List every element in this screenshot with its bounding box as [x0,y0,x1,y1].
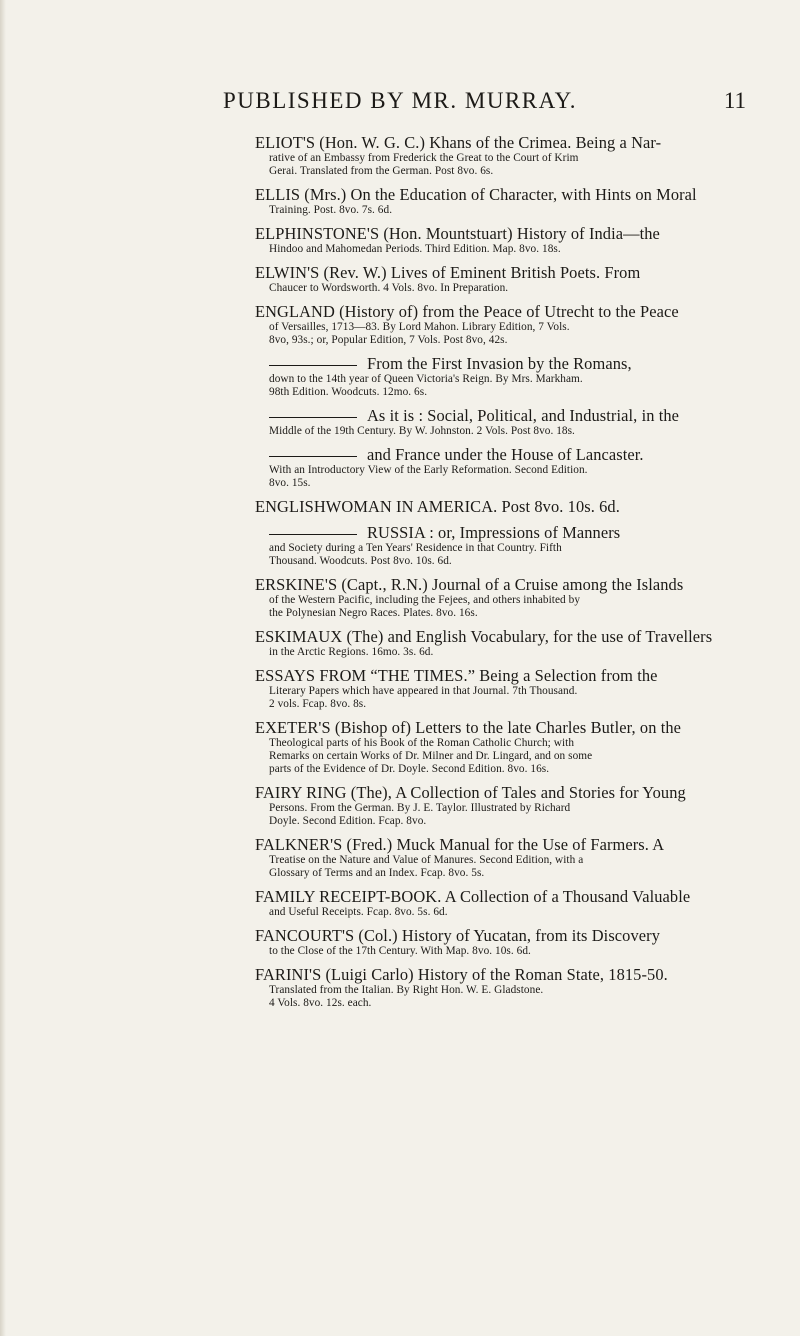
entry-heading-text: ELPHINSTONE'S (Hon. Mountstuart) History of India—the [255,224,660,243]
entry-heading-text: FAIRY RING (The), A Collection of Tales and Stories for Young [255,783,686,802]
entry-heading [255,185,725,204]
entry-heading-text: ELIOT'S (Hon. W. G. C.) Khans of the Crimea. Being a Nar- [255,133,662,152]
entry-heading [255,523,725,542]
entry-heading [255,224,725,243]
entry-heading [255,718,725,737]
page-number: 11 [723,88,746,113]
entry-heading-text: FALKNER'S (Fred.) Muck Manual for the Use of Farmers. A [255,835,665,854]
entry-detail-line: Translated from the Italian. By Right Hon. W. E. Gladstone. [269,984,544,996]
entry-detail-line: Theological parts of his Book of the Roman Catholic Church; with [269,737,575,749]
entry-heading [255,497,725,516]
catalogue-entry [255,185,725,217]
entry-heading-text: FAMILY RECEIPT-BOOK. A Collection of a Thousand Valuable [255,887,691,906]
entry-heading-text: ERSKINE'S (Capt., R.N.) Journal of a Cruise among the Islands [255,575,684,594]
entry-heading-text: EXETER'S (Bishop of) Letters to the late Charles Butler, on the [255,718,682,737]
entry-detail-line: Persons. From the German. By J. E. Taylor. Illustrated by Richard [269,802,571,814]
entry-heading [255,887,725,906]
entry-detail-line: 4 Vols. 8vo. 12s. each. [269,997,372,1009]
catalogue-entry [255,783,725,828]
entry-heading [255,575,725,594]
catalogue-entry [255,718,725,776]
entry-heading-text: and France under the House of Lancaster. [367,445,644,464]
entry-heading-text: RUSSIA : or, Impressions of Manners [367,523,621,542]
entry-heading-text: FARINI'S (Luigi Carlo) History of the Roman State, 1815-50. [255,965,668,984]
catalogue-entry [255,445,725,490]
catalogue-entry [255,224,725,256]
entry-detail-line: Hindoo and Mahomedan Periods. Third Edition. Map. 8vo. 18s. [269,243,561,255]
entry-heading [255,783,725,802]
entry-detail-line: rative of an Embassy from Frederick the Great to the Court of Krim [269,152,579,164]
catalogue-entry [255,835,725,880]
entry-detail-line: With an Introductory View of the Early Reformation. Second Edition. [269,464,588,476]
entry-detail-line: to the Close of the 17th Century. With Map. 8vo. 10s. 6d. [269,945,531,957]
entry-detail-line: 98th Edition. Woodcuts. 12mo. 6s. [269,386,428,398]
catalogue-entry [255,523,725,568]
entry-detail-line: Treatise on the Nature and Value of Manures. Second Edition, with a [269,854,584,866]
entry-detail-line: Glossary of Terms and an Index. Fcap. 8vo. 5s. [269,867,485,879]
entry-heading-text: ELWIN'S (Rev. W.) Lives of Eminent British Poets. From [255,263,641,282]
entry-heading-text: FANCOURT'S (Col.) History of Yucatan, from its Discovery [255,926,660,945]
entry-detail-line: Training. Post. 8vo. 7s. 6d. [269,204,393,216]
entry-detail-line: 8vo. 15s. [269,477,311,489]
entry-heading-text: As it is : Social, Political, and Industrial, in the [367,406,680,425]
entry-heading [255,965,725,984]
catalogue-entry [255,666,725,711]
catalogue-entry [255,354,725,399]
entry-detail-line: of Versailles, 1713—83. By Lord Mahon. Library Edition, 7 Vols. [269,321,570,333]
catalogue-entry [255,497,725,516]
entry-detail-line: 8vo, 93s.; or, Popular Edition, 7 Vols. Post 8vo, 42s. [269,334,508,346]
entry-heading [255,627,725,646]
entry-heading [255,406,725,425]
entry-detail-line: and Society during a Ten Years' Residence in that Country. Fifth [269,542,562,554]
entry-heading-text: From the First Invasion by the Romans, [367,354,632,373]
ditto-rule [269,534,357,535]
entry-detail-line: the Polynesian Negro Races. Plates. 8vo. 16s. [269,607,478,619]
catalogue-entry [255,926,725,958]
catalogue-entry [255,965,725,1010]
entry-detail-line: Remarks on certain Works of Dr. Milner and Dr. Lingard, and on some [269,750,593,762]
catalogue-entry [255,263,725,295]
entry-heading-text: ESKIMAUX (The) and English Vocabulary, for the use of Travellers [255,627,713,646]
entry-detail-line: Chaucer to Wordsworth. 4 Vols. 8vo. In Preparation. [269,282,509,294]
ditto-rule [269,417,357,418]
ditto-rule [269,456,357,457]
catalogue-entries [255,133,725,1017]
entry-detail-line: Thousand. Woodcuts. Post 8vo. 10s. 6d. [269,555,452,567]
entry-detail-line: Doyle. Second Edition. Fcap. 8vo. [269,815,427,827]
catalogue-entry [255,133,725,178]
entry-heading [255,926,725,945]
entry-detail-line: Middle of the 19th Century. By W. Johnston. 2 Vols. Post 8vo. 18s. [269,425,575,437]
entry-heading [255,666,725,685]
entry-detail-line: and Useful Receipts. Fcap. 8vo. 5s. 6d. [269,906,448,918]
ditto-rule [269,365,357,366]
entry-detail-line: Gerai. Translated from the German. Post 8vo. 6s. [269,165,494,177]
catalogue-entry [255,406,725,438]
entry-heading [255,835,725,854]
entry-heading [255,445,725,464]
running-head [0,88,800,118]
catalogue-entry [255,575,725,620]
catalogue-entry [255,887,725,919]
entry-detail-line: parts of the Evidence of Dr. Doyle. Second Edition. 8vo. 16s. [269,763,550,775]
entry-heading-text: ESSAYS FROM “THE TIMES.” Being a Selection from the [255,666,658,685]
entry-detail-line: 2 vols. Fcap. 8vo. 8s. [269,698,367,710]
entry-heading [255,302,725,321]
catalogue-entry [255,302,725,347]
entry-heading [255,263,725,282]
entry-detail-line: Literary Papers which have appeared in that Journal. 7th Thousand. [269,685,578,697]
entry-detail-line: in the Arctic Regions. 16mo. 3s. 6d. [269,646,434,658]
catalogue-entry [255,627,725,659]
entry-heading [255,354,725,373]
entry-heading-text: ENGLAND (History of) from the Peace of Utrecht to the Peace [255,302,679,321]
entry-heading-text: ELLIS (Mrs.) On the Education of Character, with Hints on Moral [255,185,697,204]
entry-heading-text: ENGLISHWOMAN IN AMERICA. Post 8vo. 10s. 6d. [255,497,620,516]
entry-detail-line: of the Western Pacific, including the Fejees, and others inhabited by [269,594,581,606]
entry-detail-line: down to the 14th year of Queen Victoria's Reign. By Mrs. Markham. [269,373,583,385]
running-head-title: PUBLISHED BY MR. MURRAY. [222,88,578,113]
entry-heading [255,133,725,152]
page-edge-shadow [0,0,6,1336]
